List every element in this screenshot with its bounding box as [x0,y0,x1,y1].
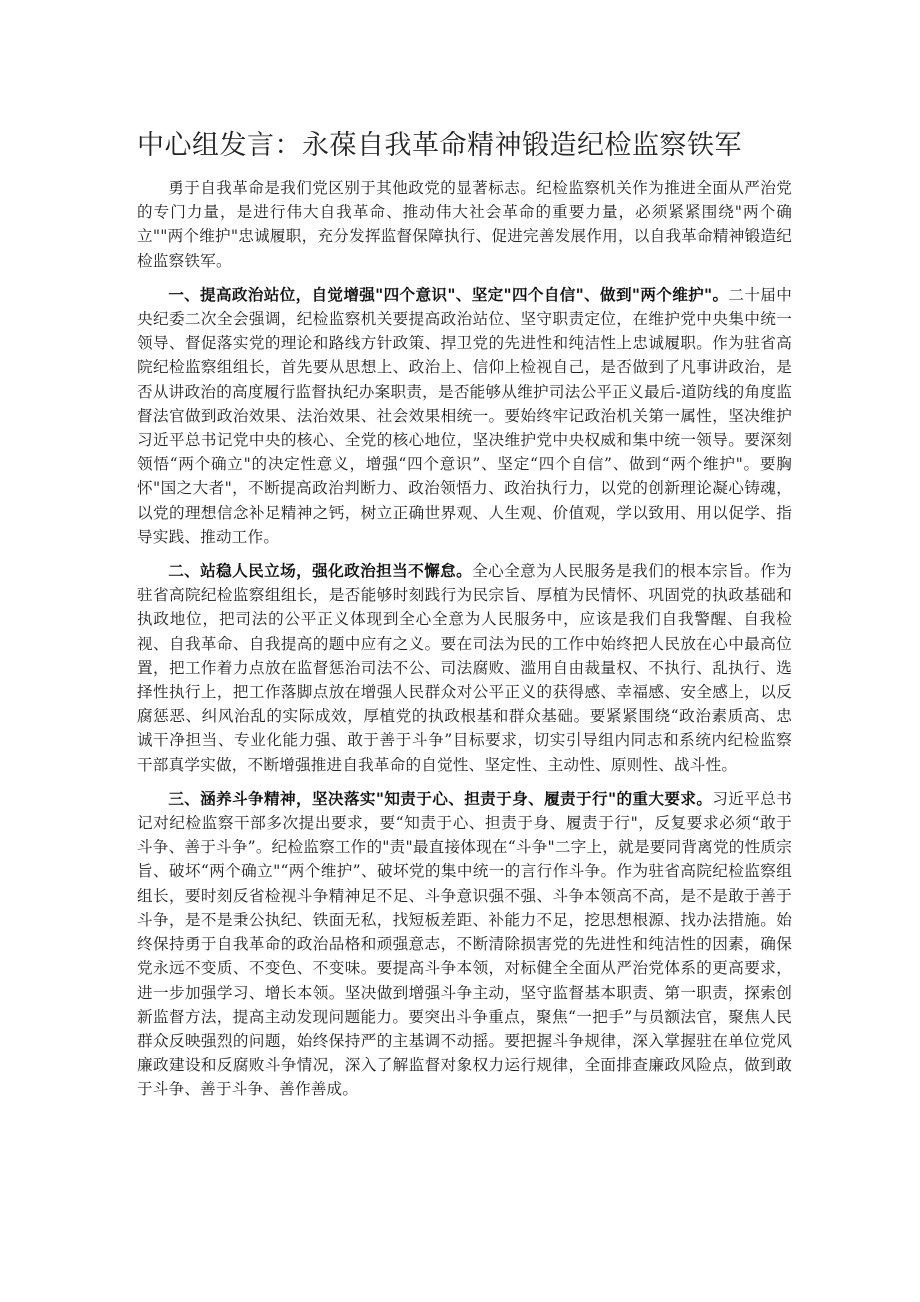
document-body [137,176,792,1112]
section-3-paragraph [137,787,792,1102]
document-title: 中心组发言：永葆自我革命精神锻造纪检监察铁军 [137,130,742,161]
section-1-heading: 一、提高政治站位，自觉增强"四个意识"、坚定"四个自信"、做到"两个维护"。 [168,284,729,304]
section-2-body: 全心全意为人民服务是我们的根本宗旨。作为驻省高院纪检监察组组长，是否能够时刻践行为民宗旨、厚植为民情怀、巩固党的执政基础和执政地位，把司法的公平正义体现到全心全意为人民服务中，应该是我们自我警醒、自我检视、自我革命、自我提高的题中应有之义。要在司法为民的工作中始终把人民放在心中最高位置，把工作着力点放在监督惩治司法不公、司法腐败、滥用自由裁量权、不执行、乱执行、选择性执行上，把工作落脚点放在增强人民群众对公平正义的获得感、幸福感、安全感上，以反腐惩恶、纠风治乱的实际成效，厚植党的执政根基和群众基础。要紧紧围绕“政治素质高、忠诚干净担当、专业化能力强、敢于善于斗争”目标要求，切实引导组内同志和系统内纪检监察干部真学实做，不断增强推进自我革命的自觉性、坚定性、主动性、原则性、战斗性。 [137,562,792,774]
section-3-body: 习近平总书记对纪检监察干部多次提出要求，要“知责于心、担责于身、履责于行"，反复要求必须“敢于斗争、善于斗争”。纪检监察工作的"责"最直接体现在“斗争"二字上，就是要同背离党的性质宗旨、破坏“两个确立"“两个维护”、破坏党的集中统一的言行作斗争。作为驻省高院纪检监察组组长，要时刻反省检视斗争精神足不足、斗争意识强不强、斗争本领高不高，是不是敢于善于斗争，是不是秉公执纪、铁面无私，找短板差距、补能力不足，挖思想根源、找办法措施。始终保持勇于自我革命的政治品格和顽强意志，不断清除损害党的先进性和纯洁性的因素，确保党永远不变质、不变色、不变味。要提高斗争本领，对标健全全面从严治党体系的更高要求，进一步加强学习、增长本领。坚决做到增强斗争主动，坚守监督基本职责、第一职责，探索创新监督方法，提高主动发现问题能力。要突出斗争重点，聚焦“一把手”与员额法官，聚焦人民群众反映强烈的问题，始终保持严的主基调不动摇。要把握斗争规律，深入掌握驻在单位党风廉政建设和反腐败斗争情况，深入了解监督对象权力运行规律，全面排查廉政风险点，做到敢于斗争、善于斗争、善作善成。 [137,789,792,1099]
section-1-body: 二十届中央纪委二次全会强调，纪检监察机关要提高政治站位、坚守职责定位，在维护党中央集中统一领导、督促落实党的理论和路线方针政策、捍卫党的先进性和纯洁性上忠诚履职。作为驻省高院纪检监察组组长，首先要从思想上、政治上、信仰上检视自己，是否做到了凡事讲政治，是否从讲政治的高度履行监督执纪办案职责，是否能够从维护司法公平正义最后-道防线的角度监督法官做到政治效果、法治效果、社会效果相统一。要始终牢记政治机关第一属性，坚决维护习近平总书记党中央的核心、全党的核心地位，坚决维护党中央权威和集中统一领导。要深刻领悟“两个确立"的决定性意义，增强“四个意识”、坚定“四个自信”、做到“两个维护"。要胸怀"国之大者"，不断提高政治判断力、政治领悟力、政治执行力，以党的创新理论凝心铸魂，以党的理想信念补足精神之钙，树立正确世界观、人生观、价值观，学以致用、用以促学、指导实践、推动工作。 [137,285,792,546]
section-1-paragraph [137,283,792,549]
section-3-heading: 三、涵养斗争精神，坚决落实"知责于心、担责于身、履责于行"的重大要求。 [168,788,713,808]
intro-paragraph: 勇于自我革命是我们党区别于其他政党的显著标志。纪检监察机关作为推进全面从严治党的专门力量，是进行伟大自我革命、推动伟大社会革命的重要力量，必须紧紧围绕"两个确立""两个维护"忠诚履职，充分发挥监督保障执行、促进完善发展作用，以自我革命精神锻造纪检监察铁军。 [137,179,792,270]
section-2-heading: 二、站稳人民立场，强化政治担当不懈怠。 [168,561,473,581]
section-2-paragraph [137,559,792,777]
